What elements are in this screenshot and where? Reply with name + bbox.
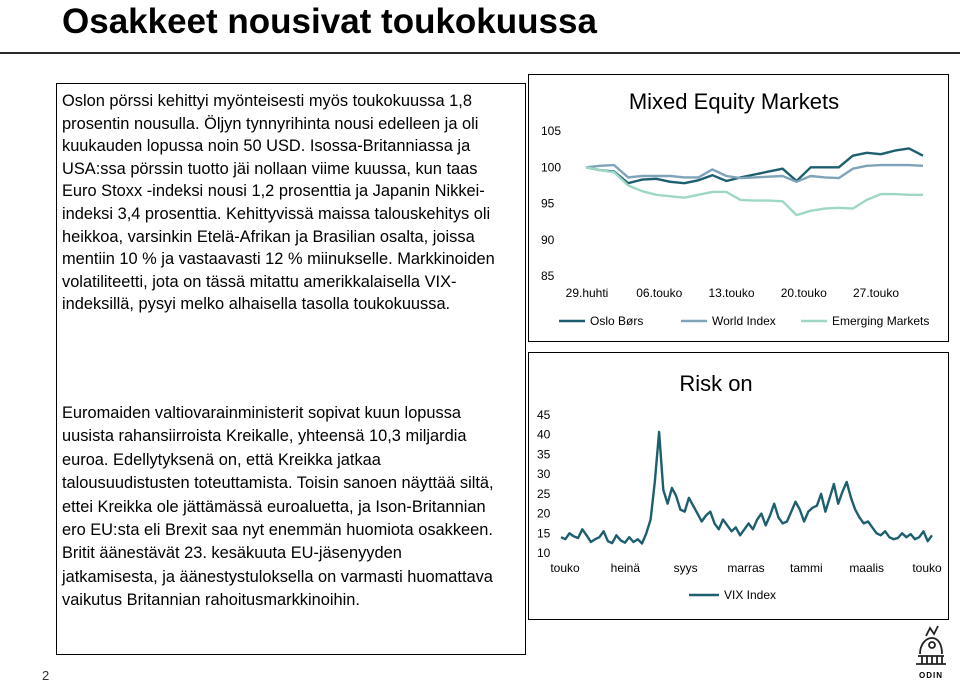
x-tick-label: 13.touko: [708, 286, 755, 300]
vix-chart-panel: [528, 352, 949, 620]
paragraph-market-summary: Oslon pörssi kehittyi myönteisesti myös toukokuussa 1,8 prosentin nousulla. Öljyn tynnyrihinta nousi edelleen ja oli kuukauden lopussa noin 50 USD. Isossa-Britanniassa ja USA:ssa pörssin tuotto jäi nollaan viime kuussa, kun taas Euro Stoxx -indeksi nousi 1,2 prosenttia ja Japanin Nikkei-indeksi 3,4 prosenttia. Kehittyvissä maissa talouskehitys oli heikkoa, varsinkin Etelä-Afrikan ja Brasilian osalta, joissa mentiin 10 % ja vastaavasti 12 % miinukselle. Markkinoiden volatiliteetti, jota on tässä mitattu amerikkalaisella VIX-indeksillä, pysyi melko alhaisella tasolla toukokuussa.: [62, 92, 495, 314]
x-tick-label: touko: [550, 561, 580, 575]
y-tick-label: 100: [541, 160, 562, 175]
y-tick-label: 35: [537, 447, 551, 462]
x-tick-label: maalis: [849, 561, 885, 575]
y-tick-label: 105: [541, 124, 562, 138]
x-tick-label: 06.touko: [636, 286, 683, 300]
x-tick-label: heinä: [610, 561, 641, 575]
vix-chart: [529, 353, 950, 621]
x-tick-label: 20.touko: [780, 286, 827, 300]
x-tick-label: 27.touko: [852, 286, 900, 300]
y-tick-label: 40: [537, 427, 551, 442]
chart-title: Risk on: [679, 371, 753, 396]
title-divider: [0, 52, 960, 54]
y-tick-label: 15: [537, 526, 551, 541]
legend-label-2: World Index: [712, 314, 776, 328]
chart-title: Mixed Equity Markets: [628, 89, 840, 114]
y-tick-label: 85: [541, 269, 555, 283]
y-tick-label: 25: [537, 486, 551, 501]
y-tick-label: 30: [537, 467, 551, 482]
logo-text: ODIN: [919, 671, 943, 680]
x-tick-label: syys: [673, 561, 698, 575]
legend-label-3: Emerging Markets: [832, 314, 930, 328]
series-line-1: [561, 432, 932, 544]
y-tick-label: 45: [537, 408, 551, 422]
equity-chart-panel: [528, 74, 949, 342]
x-tick-label: 29.huhti: [565, 286, 609, 300]
equity-chart: [529, 75, 950, 343]
x-tick-label: touko: [912, 561, 942, 575]
y-tick-label: 95: [541, 196, 555, 211]
x-tick-label: marras: [727, 561, 765, 575]
odin-logo: [906, 620, 956, 687]
page-number: 2: [42, 668, 50, 683]
y-tick-label: 10: [537, 546, 551, 560]
y-tick-label: 20: [537, 506, 551, 521]
x-tick-label: tammi: [789, 561, 823, 575]
paragraph-greece-brexit: Euromaiden valtiovarainministerit sopivat kuun lopussa uusista rahansiirroista Kreikalle, yhteensä 10,3 miljardia euroa. Edellytyksenä on, että Kreikka jatkaa talousuudistusten toteuttamista. Toisin sanoen näyttää siltä, ettei Kreikka ole jättämässä euroaluetta, ja Ison-Britannian ero EU:sta eli Brexit saa nyt enemmän huomiota osakkeen. Britit äänestävät 23. kesäkuuta EU-jäsenyyden jatkamisesta, ja äänestystuloksella on varmasti huomattava vaikutus Britannian rahoitusmarkkinoihin.: [62, 404, 494, 610]
legend-label-1: VIX Index: [724, 588, 777, 602]
page-title: Osakkeet nousivat toukokuussa: [62, 2, 597, 41]
legend-label-1: Oslo Børs: [590, 314, 644, 328]
y-tick-label: 90: [541, 232, 555, 247]
